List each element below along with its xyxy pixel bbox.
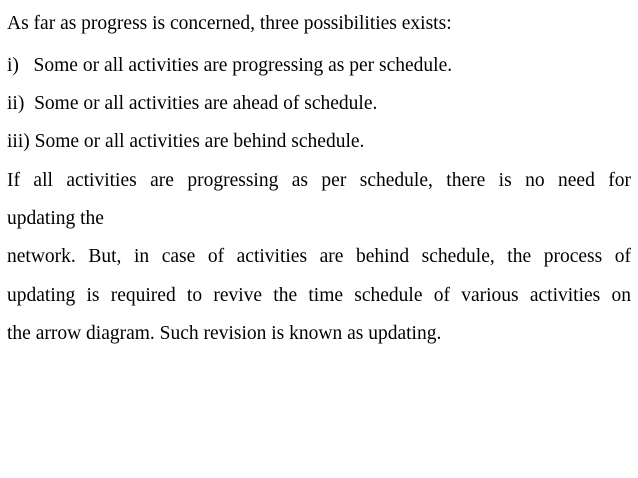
intro-text: As far as progress is concerned, three possibilities exists: — [7, 13, 452, 34]
paragraph-line-1: If all activities are progressing as per schedule, there is no need for — [7, 170, 631, 191]
paragraph-line-2: updating the — [7, 208, 104, 229]
list-item-iii: iii) Some or all activities are behind schedule. — [7, 131, 365, 152]
list-item-ii: ii) Some or all activities are ahead of schedule. — [7, 93, 378, 114]
list-item-i: i) Some or all activities are progressing as per schedule. — [7, 55, 453, 76]
paragraph-line-5: the arrow diagram. Such revision is known as updating. — [7, 323, 442, 344]
paragraph-line-4: updating is required to revive the time schedule of various activities on — [7, 285, 631, 306]
paragraph-line-3: network. But, in case of activities are behind schedule, the process of — [7, 246, 631, 267]
